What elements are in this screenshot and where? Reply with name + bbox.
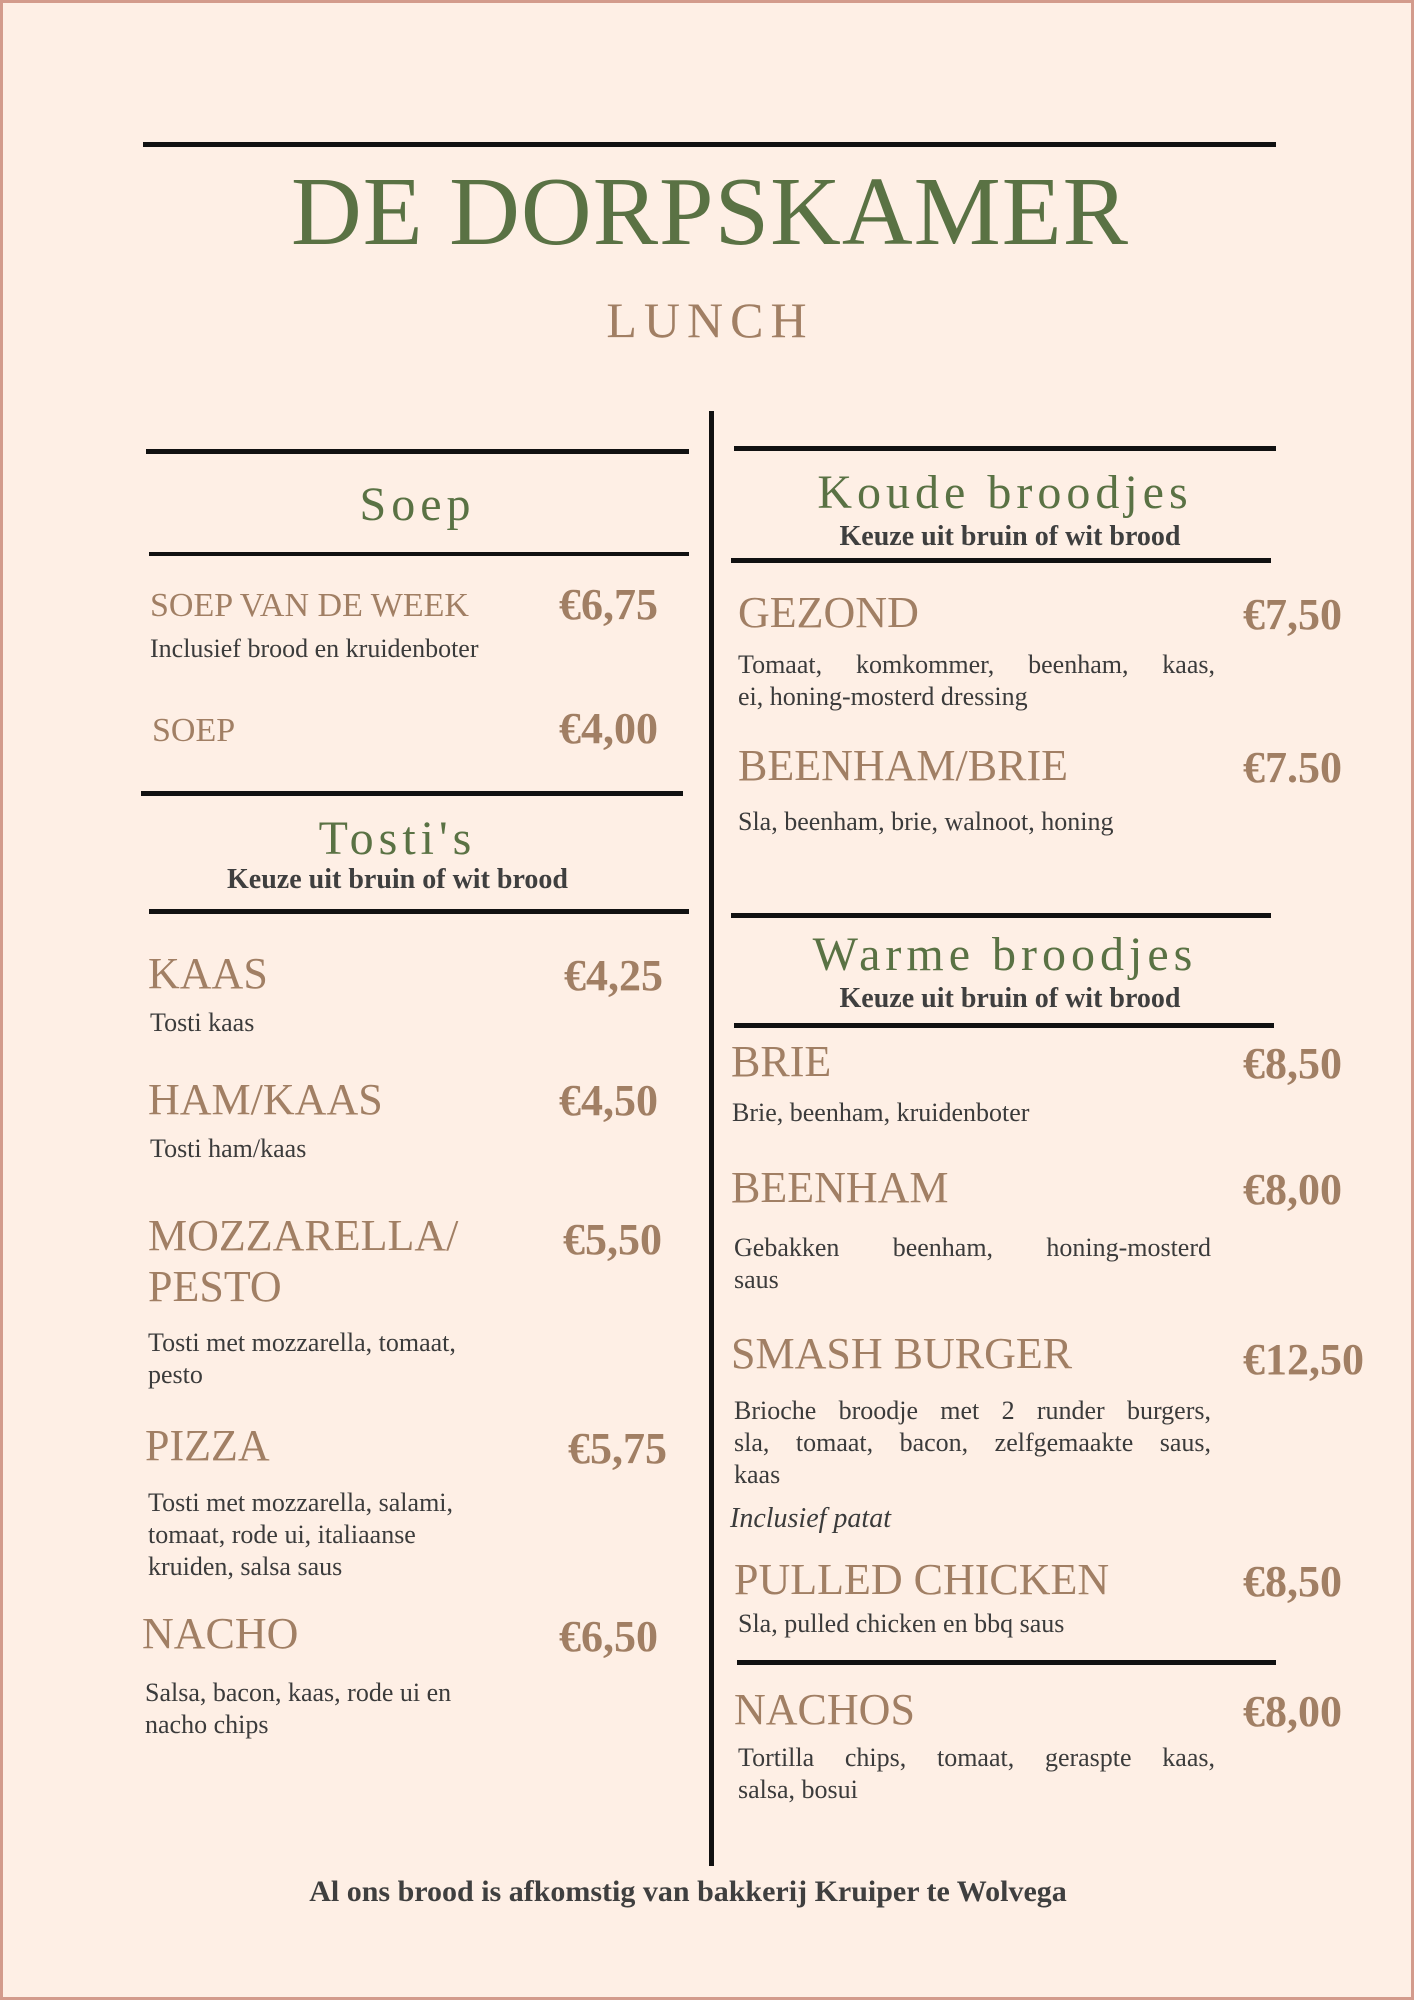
item-desc-pulled-chicken: Sla, pulled chicken en bbq saus bbox=[738, 1609, 1065, 1638]
desc-line: Gebakken beenham, honing-mosterd bbox=[734, 1233, 1211, 1262]
item-price-pizza: €5,75 bbox=[568, 1424, 667, 1473]
item-desc-beenham-brie: Sla, beenham, brie, walnoot, honing bbox=[738, 807, 1114, 836]
desc-line: saus bbox=[734, 1265, 779, 1294]
item-desc-nacho bbox=[145, 1677, 451, 1741]
item-desc-ham-kaas: Tosti ham/kaas bbox=[150, 1134, 307, 1163]
desc-line: Salsa, bacon, kaas, rode ui en bbox=[145, 1678, 452, 1707]
item-name-soep-van-de-week: SOEP VAN DE WEEK bbox=[150, 587, 469, 624]
item-name-pulled-chicken: PULLED CHICKEN bbox=[734, 1555, 1110, 1604]
menu-subtitle: LUNCH bbox=[606, 292, 814, 348]
nachos-top-rule bbox=[737, 1660, 1276, 1665]
item-extra-smash-burger: Inclusief patat bbox=[730, 1503, 891, 1534]
column-divider bbox=[709, 411, 714, 1866]
item-name-mozzarella-pesto bbox=[148, 1211, 458, 1312]
item-name-ham-kaas: HAM/KAAS bbox=[148, 1075, 383, 1124]
koude-bread-note: Keuze uit bruin of wit brood bbox=[839, 521, 1181, 552]
desc-line: Tosti met mozzarella, tomaat, bbox=[148, 1328, 456, 1357]
item-name-nachos: NACHOS bbox=[734, 1685, 915, 1734]
soep-top-rule bbox=[146, 449, 689, 454]
desc-line: kaas bbox=[734, 1460, 781, 1489]
desc-line: sla, tomaat, bacon, zelfgemaakte saus, bbox=[734, 1428, 1211, 1457]
item-name-line: PESTO bbox=[148, 1261, 282, 1311]
section-title-soep: Soep bbox=[359, 478, 476, 531]
item-name-nacho: NACHO bbox=[142, 1609, 299, 1658]
item-desc-beenham bbox=[734, 1232, 1211, 1296]
item-price-gezond: €7,50 bbox=[1243, 590, 1342, 639]
item-desc-brie: Brie, beenham, kruidenboter bbox=[732, 1098, 1030, 1127]
koude-bottom-rule bbox=[731, 558, 1271, 563]
desc-line: nacho chips bbox=[145, 1710, 269, 1739]
item-desc-nachos bbox=[738, 1742, 1215, 1806]
item-desc-mozzarella-pesto bbox=[148, 1327, 456, 1391]
tosti-bread-note: Keuze uit bruin of wit brood bbox=[227, 864, 568, 895]
section-title-tostis: Tosti's bbox=[318, 812, 477, 865]
item-name-beenham-brie: BEENHAM/BRIE bbox=[738, 741, 1068, 790]
item-price-pulled-chicken: €8,50 bbox=[1243, 1557, 1342, 1606]
desc-line: kruiden, salsa saus bbox=[148, 1552, 343, 1581]
item-name-gezond: GEZOND bbox=[738, 588, 919, 637]
item-name-line: MOZZARELLA/ bbox=[148, 1211, 459, 1260]
item-desc-kaas: Tosti kaas bbox=[150, 1008, 255, 1037]
warme-top-rule bbox=[731, 913, 1271, 918]
soep-bottom-rule bbox=[149, 552, 689, 556]
item-name-brie: BRIE bbox=[731, 1037, 832, 1086]
desc-line: Brioche broodje met 2 runder burgers, bbox=[734, 1396, 1211, 1425]
tosti-bottom-rule bbox=[149, 909, 689, 914]
item-name-pizza: PIZZA bbox=[145, 1421, 270, 1470]
item-desc-gezond bbox=[738, 649, 1215, 713]
desc-line: Tosti met mozzarella, salami, bbox=[148, 1488, 454, 1517]
item-price-mozzarella-pesto: €5,50 bbox=[563, 1215, 662, 1264]
desc-line: salsa, bosui bbox=[738, 1775, 858, 1804]
item-price-ham-kaas: €4,50 bbox=[559, 1076, 658, 1125]
warme-bottom-rule bbox=[734, 1023, 1274, 1028]
item-price-soep-van-de-week: €6,75 bbox=[559, 580, 658, 629]
tosti-top-rule bbox=[141, 791, 683, 796]
item-name-soep: SOEP bbox=[152, 712, 236, 749]
desc-line: ei, honing-mosterd dressing bbox=[738, 682, 1028, 711]
item-desc-pizza bbox=[148, 1487, 453, 1583]
koude-top-rule bbox=[734, 446, 1276, 451]
item-desc-soep-van-de-week: Inclusief brood en kruidenboter bbox=[150, 634, 479, 663]
restaurant-title: DE DORPSKAMER bbox=[291, 158, 1129, 266]
footer-bakery-note: Al ons brood is afkomstig van bakkerij Kruiper te Wolvega bbox=[309, 1875, 1067, 1908]
item-price-nachos: €8,00 bbox=[1243, 1687, 1342, 1736]
desc-line: Tomaat, komkommer, beenham, kaas, bbox=[738, 650, 1215, 679]
item-price-nacho: €6,50 bbox=[559, 1612, 658, 1661]
item-price-smash-burger: €12,50 bbox=[1243, 1335, 1364, 1384]
item-desc-smash-burger bbox=[734, 1395, 1211, 1491]
item-price-beenham: €8,00 bbox=[1243, 1165, 1342, 1214]
desc-line: pesto bbox=[148, 1360, 203, 1389]
item-name-beenham: BEENHAM bbox=[731, 1163, 949, 1212]
desc-line: tomaat, rode ui, italiaanse bbox=[148, 1520, 416, 1549]
section-title-warme-broodjes: Warme broodjes bbox=[812, 928, 1198, 981]
item-name-smash-burger: SMASH BURGER bbox=[731, 1329, 1073, 1378]
section-title-koude-broodjes: Koude broodjes bbox=[817, 466, 1193, 519]
item-price-kaas: €4,25 bbox=[564, 951, 663, 1000]
item-price-soep: €4,00 bbox=[559, 704, 658, 753]
desc-line: Tortilla chips, tomaat, geraspte kaas, bbox=[738, 1743, 1215, 1772]
warme-bread-note: Keuze uit bruin of wit brood bbox=[839, 983, 1181, 1014]
top-rule bbox=[143, 142, 1276, 147]
item-price-beenham-brie: €7.50 bbox=[1243, 743, 1342, 792]
item-price-brie: €8,50 bbox=[1243, 1039, 1342, 1088]
item-name-kaas: KAAS bbox=[148, 949, 268, 998]
